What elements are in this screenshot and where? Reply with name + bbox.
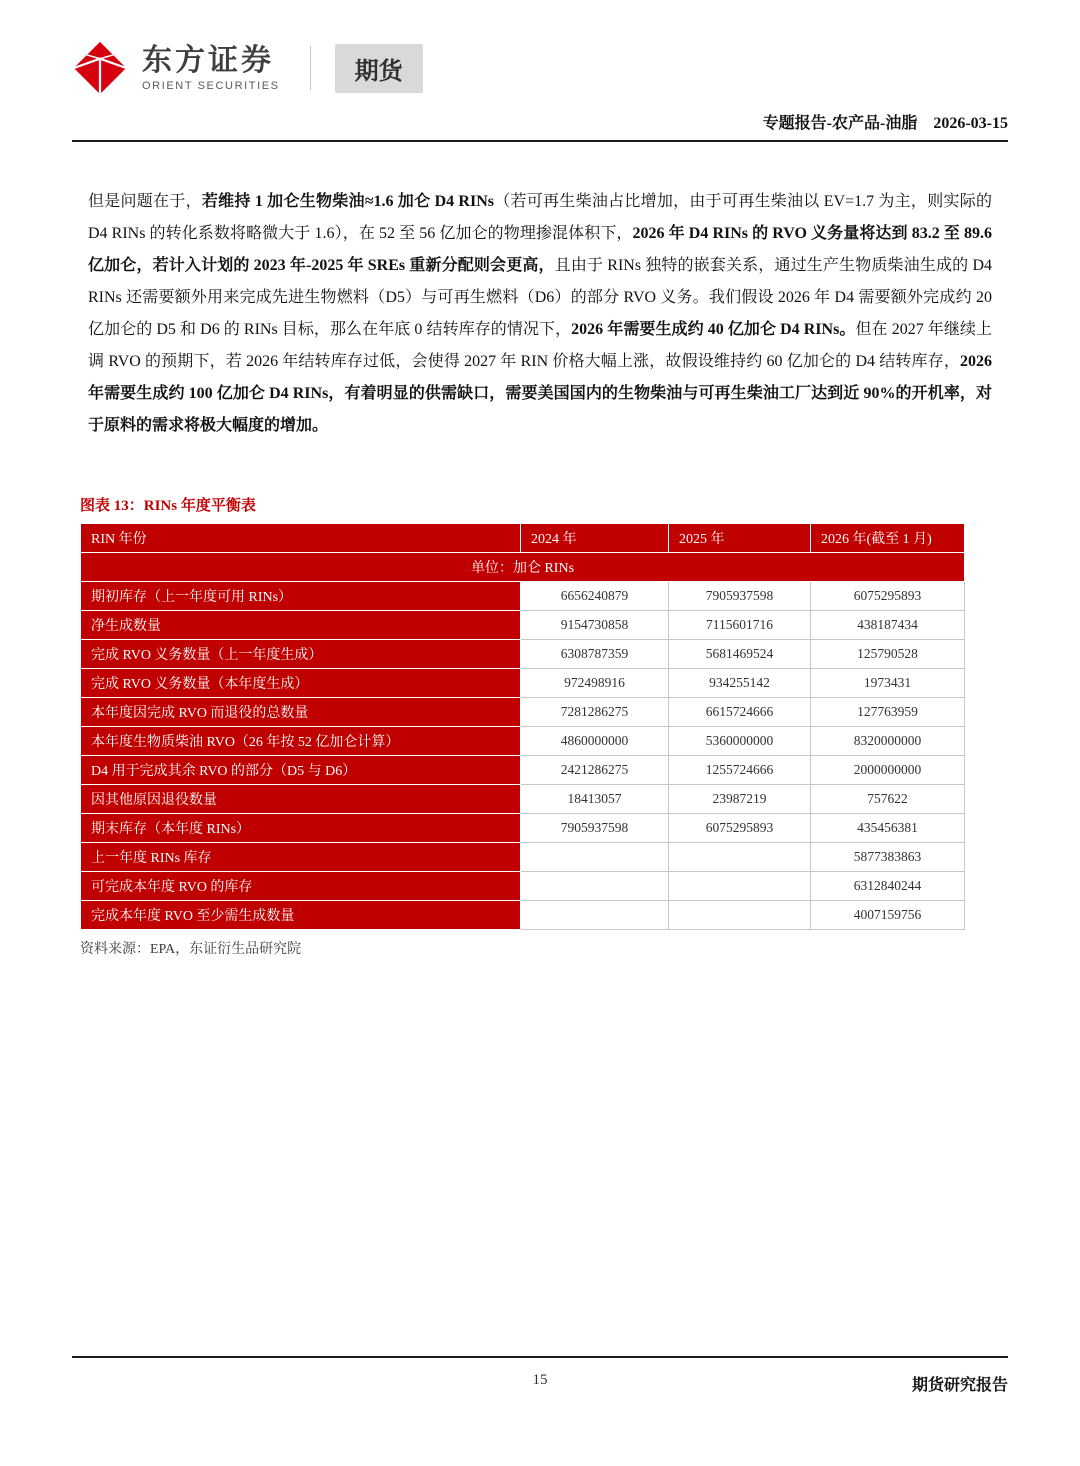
table-row <box>81 785 965 814</box>
table-row <box>81 698 965 727</box>
row-value: 757622 <box>811 785 965 814</box>
row-value: 6075295893 <box>669 814 811 843</box>
row-value: 6615724666 <box>669 698 811 727</box>
brand-name-cn: 东方证券 <box>142 44 274 77</box>
row-value: 2421286275 <box>521 756 669 785</box>
row-value <box>521 901 669 930</box>
row-value: 8320000000 <box>811 727 965 756</box>
footer-rule <box>72 1356 1008 1358</box>
table-row <box>81 843 965 872</box>
brand-name-en: ORIENT SECURITIES <box>142 80 280 92</box>
row-value: 438187434 <box>811 611 965 640</box>
row-value: 5877383863 <box>811 843 965 872</box>
body-paragraph <box>88 186 992 442</box>
row-label: 本年度生物质柴油 RVO（26 年按 52 亿加仑计算） <box>81 727 521 756</box>
row-value: 4007159756 <box>811 901 965 930</box>
row-label: 完成 RVO 义务数量（上一年度生成） <box>81 640 521 669</box>
row-value: 6308787359 <box>521 640 669 669</box>
row-label: D4 用于完成其余 RVO 的部分（D5 与 D6） <box>81 756 521 785</box>
row-label: 上一年度 RINs 库存 <box>81 843 521 872</box>
row-value <box>521 843 669 872</box>
brand-divider <box>310 46 311 90</box>
unit-cell: 单位：加仑 RINs <box>81 553 965 582</box>
row-value: 9154730858 <box>521 611 669 640</box>
paragraph-run-bold: 2026 年需要生成约 40 亿加仑 D4 RINs。 <box>571 321 856 338</box>
row-value: 7905937598 <box>669 582 811 611</box>
table-row <box>81 727 965 756</box>
row-value: 1973431 <box>811 669 965 698</box>
table-row <box>81 756 965 785</box>
row-value: 4860000000 <box>521 727 669 756</box>
row-value: 125790528 <box>811 640 965 669</box>
row-value <box>669 872 811 901</box>
row-value: 6312840244 <box>811 872 965 901</box>
row-label: 可完成本年度 RVO 的库存 <box>81 872 521 901</box>
table-row <box>81 814 965 843</box>
report-title-line <box>72 110 1008 133</box>
table-row <box>81 872 965 901</box>
row-label: 本年度因完成 RVO 而退役的总数量 <box>81 698 521 727</box>
paragraph-run: 但在 2027 年继续上调 RVO 的预期下，若 2026 年结转库存过低，会使得 2027 年 RIN 价格大幅上涨，故假设维持约 60 亿加仑的 D4 结转库存， <box>88 321 992 370</box>
table-header-row <box>81 524 965 553</box>
figure-source: 资料来源：EPA，东证衍生品研究院 <box>80 942 302 957</box>
division-badge: 期货 <box>335 44 423 93</box>
row-value: 127763959 <box>811 698 965 727</box>
rins-balance-table <box>80 523 965 930</box>
table-row <box>81 901 965 930</box>
column-header: 2026 年(截至 1 月) <box>811 524 965 553</box>
figure-caption: 图表 13：RINs 年度平衡表 <box>80 498 256 514</box>
row-label: 完成 RVO 义务数量（本年度生成） <box>81 669 521 698</box>
row-value: 435456381 <box>811 814 965 843</box>
paragraph-run-bold: 若维持 1 加仑生物柴油≈1.6 加仑 D4 RINs <box>201 193 494 210</box>
row-value: 5681469524 <box>669 640 811 669</box>
row-value: 7281286275 <box>521 698 669 727</box>
row-label: 完成本年度 RVO 至少需生成数量 <box>81 901 521 930</box>
report-type-label: 专题报告-农产品-油脂 <box>762 115 918 132</box>
row-value <box>669 901 811 930</box>
orient-securities-logo-icon <box>72 40 128 96</box>
column-header: RIN 年份 <box>81 524 521 553</box>
page-number: 15 <box>532 1372 548 1388</box>
header-rule <box>72 140 1008 142</box>
table-row <box>81 640 965 669</box>
row-label: 净生成数量 <box>81 611 521 640</box>
row-value: 7115601716 <box>669 611 811 640</box>
table-row <box>81 611 965 640</box>
row-value <box>669 843 811 872</box>
table-row <box>81 582 965 611</box>
paragraph-run: （若可再生柴油占比增加，由于可再生柴油以 EV=1.7 为主，则实际的 D4 RINs 的转化系数将略微大于 1.6），在 52 至 56 亿加仑的物理掺混体积下， <box>88 193 992 242</box>
column-header: 2024 年 <box>521 524 669 553</box>
row-label: 期初库存（上一年度可用 RINs） <box>81 582 521 611</box>
row-label: 期末库存（本年度 RINs） <box>81 814 521 843</box>
footer-report-label: 期货研究报告 <box>911 1377 1008 1394</box>
row-value: 1255724666 <box>669 756 811 785</box>
paragraph-run-bold: 2026 年 D4 RINs 的 RVO 义务量将达到 83.2 至 89.6 亿加仑，若计入计划的 2023 年-2025 年 SREs 重新分配则会更高， <box>88 225 992 274</box>
row-value: 23987219 <box>669 785 811 814</box>
row-label: 因其他原因退役数量 <box>81 785 521 814</box>
footer <box>72 1356 1008 1396</box>
paragraph-run: 但是问题在于， <box>88 193 202 210</box>
row-value: 972498916 <box>521 669 669 698</box>
unit-row <box>81 553 965 582</box>
row-value: 934255142 <box>669 669 811 698</box>
row-value: 7905937598 <box>521 814 669 843</box>
paragraph-run-bold: 2026 年需要生成约 100 亿加仑 D4 RINs，有着明显的供需缺口，需要美国国内的生物柴油与可再生柴油工厂达到近 90%的开机率，对于原料的需求将极大幅度的增加。 <box>88 353 992 434</box>
table-row <box>81 669 965 698</box>
report-date: 2026-03-15 <box>933 115 1008 132</box>
row-value: 18413057 <box>521 785 669 814</box>
row-value <box>521 872 669 901</box>
row-value: 5360000000 <box>669 727 811 756</box>
column-header: 2025 年 <box>669 524 811 553</box>
brand-text <box>142 44 280 92</box>
row-value: 2000000000 <box>811 756 965 785</box>
row-value: 6075295893 <box>811 582 965 611</box>
header <box>72 0 1008 96</box>
paragraph-run: 且由于 RINs 独特的嵌套关系，通过生产生物质柴油生成的 D4 RINs 还需要额外用来完成先进生物燃料（D5）与可再生燃料（D6）的部分 RVO 义务。我们假设 2026 年 D4 需要额外完成约 20 亿加仑的 D5 和 D6 的 RINs 目标，那么在年底 0 结转库存的情况下， <box>88 257 992 338</box>
row-value: 6656240879 <box>521 582 669 611</box>
